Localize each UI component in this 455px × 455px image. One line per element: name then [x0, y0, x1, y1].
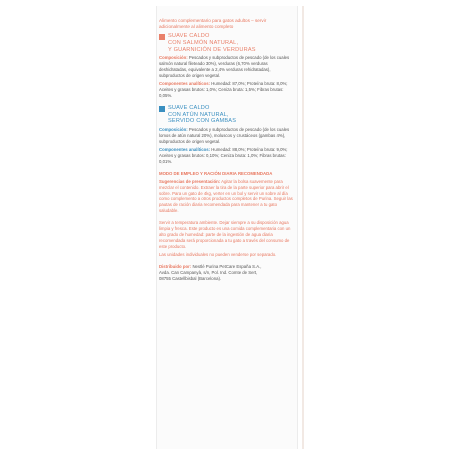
- usage-heading: MODO DE EMPLEO Y RACIÓN DIARIA RECOMENDADA: [159, 170, 273, 176]
- tuna-composition: Composición: Pescados y subproductos de pescado (de los cuales lomos de atún natural 20%), moluscos y crustáceos (gambas 4%), subproductos de origen vegetal.: [159, 127, 290, 145]
- tuna-analysis: Componentes analíticos: Humedad: 88,0%; Proteína bruta: 9,0%; Aceites y grasas brutos: 0,10%; Ceniza bruta: 1,0%; Fibras brutas: 0,01%.: [159, 147, 288, 164]
- salmon-composition: Composición: Pescados y subproductos de pescado (de los cuales salmón natural fileteado 30%), verduras (6,70% verduras deshidratadas, equivalente a 2,4% verduras rehidratadas), subproductos de origen vegetal.: [159, 55, 290, 79]
- recipe-tuna: [159, 105, 293, 125]
- distributor: Distribuido por: Nestlé Purina PetCare España S.A., Avda. Can Campanyà, s/n, Pol. Ind. Comte de Sert, 08755 Castellbisbal (Barcelona).: [159, 263, 262, 281]
- recipe-tuna-title: SUAVE CALDO CON ATÚN NATURAL, SERVIDO CON GAMBAS: [168, 104, 237, 125]
- usage-units-text: Las unidades individuales no pueden venderse por separado.: [159, 251, 277, 257]
- recipe-salmon: [159, 33, 293, 53]
- usage-serve-text: Servir a temperatura ambiente. Dejar siempre a su disposición agua limpia y fresca. Este producto es una comida complementaria con un alto grado de humedad: parte de la ingestión de agua diaria recomendada será proporcionada a tu gato a través del consumo de este producto.: [159, 220, 291, 249]
- salmon-analysis: Componentes analíticos: Humedad: 87,0%; Proteína bruta: 8,0%; Aceites y grasas brutos: 1,0%; Ceniza bruta: 1,5%; Fibras brutas: 0,05%.: [159, 81, 288, 98]
- salmon-color-swatch: [159, 34, 165, 40]
- package-edge: [302, 6, 304, 449]
- usage-suggestions: Sugerencias de presentación: Agitar la bolsa suavemente para mezclar el contenido. Extraer la tira de la parte superior para abrir el sobre. Para un gato de 4kg, verter en un bol y servir un sobre al día como complemento a otros productos completos de Purina. Seguir las pautas de ración diaria recomendada para mantener a tu gato saludable.: [159, 178, 293, 214]
- intro-text: Alimento complementario para gatos adultos – servir adicionalmente al alimento completo: [159, 18, 267, 29]
- tuna-color-swatch: [159, 106, 165, 112]
- label-text: [159, 18, 293, 282]
- recipe-salmon-title: SUAVE CALDO CON SALMÓN NATURAL, Y GUARNICIÓN DE VERDURAS: [168, 32, 256, 53]
